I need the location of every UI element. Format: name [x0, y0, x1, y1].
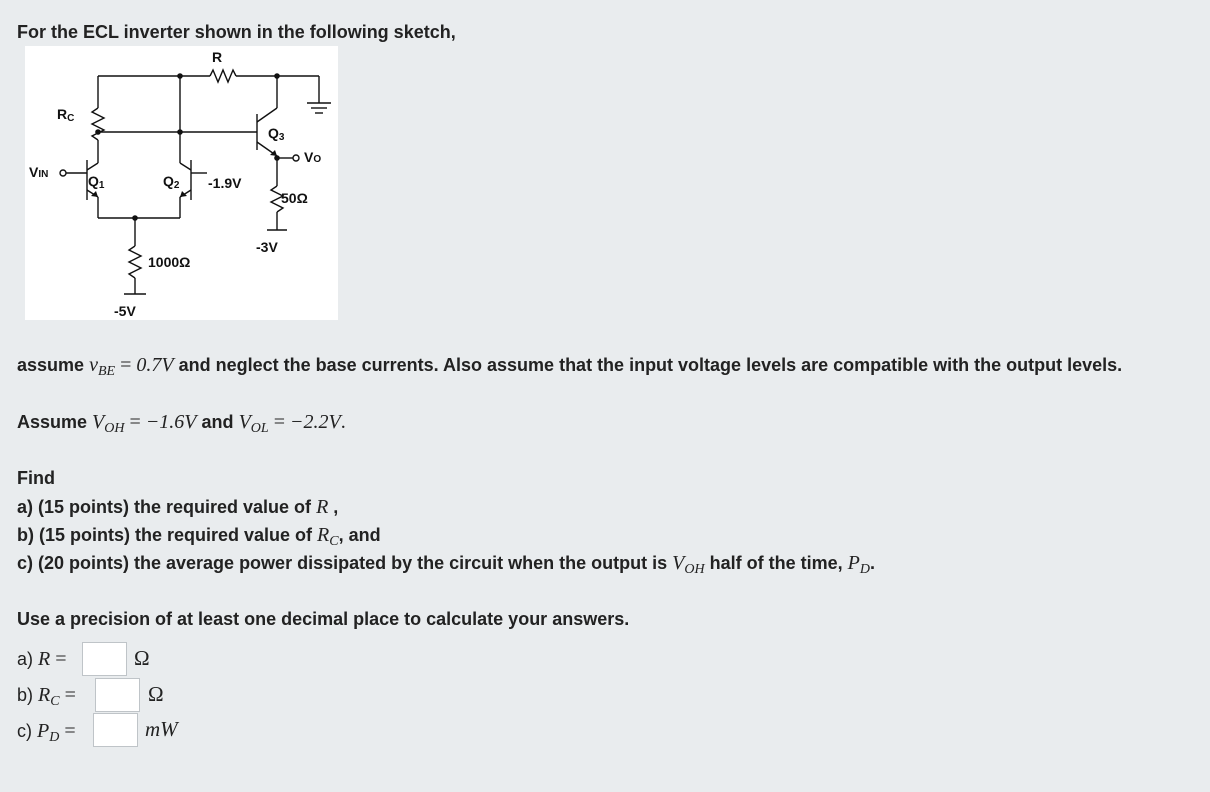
- label-50-ohm: 50Ω: [281, 190, 308, 206]
- label-q3: Q3: [268, 125, 285, 143]
- vo-terminal: [293, 155, 299, 161]
- resistor-rc: [92, 108, 104, 140]
- label-rc: RC: [57, 106, 75, 124]
- assumption-voh-vol: Assume $V_{OH} = -1.6V$ and $V_{OL} = -2.2V$.: [17, 411, 346, 436]
- label-neg5v: -5V: [114, 303, 136, 319]
- answer-input-rc[interactable]: [95, 678, 140, 712]
- node-dot: [274, 73, 280, 79]
- ecl-inverter-circuit: [25, 46, 338, 320]
- label-vin: VIN: [29, 164, 49, 180]
- unit-mw: mW: [145, 717, 178, 741]
- node-dot: [95, 129, 101, 135]
- find-label: Find: [17, 468, 55, 488]
- label-q1: Q1: [88, 173, 105, 191]
- part-c-text: c) (20 points) the average power dissipated by the circuit when the output is $V_{OH}$ half of the time, $P_D$.: [17, 552, 875, 577]
- label-bias: -1.9V: [208, 175, 242, 191]
- unit-ohm-b: Ω: [148, 682, 164, 706]
- answer-input-pd[interactable]: [93, 713, 138, 747]
- answer-row-a: a) R =: [17, 648, 67, 670]
- node-dot: [177, 73, 183, 79]
- label-vo: VO: [304, 149, 322, 165]
- node-dot: [274, 155, 280, 161]
- q3-emitter-arrow: [270, 150, 277, 156]
- part-a-text: a) (15 points) the required value of R ,: [17, 496, 339, 518]
- label-r: R: [212, 49, 223, 65]
- label-q2: Q2: [163, 173, 180, 191]
- circuit-schematic: [25, 46, 338, 320]
- vin-terminal: [60, 170, 66, 176]
- node-dot: [177, 129, 183, 135]
- label-1000-ohm: 1000Ω: [148, 254, 191, 270]
- part-b-text: b) (15 points) the required value of $R_C$, and: [17, 524, 381, 549]
- resistor-1000: [129, 246, 141, 278]
- intro-text: For the ECL inverter shown in the following sketch,: [17, 22, 456, 42]
- resistor-r: [210, 70, 236, 82]
- label-neg3v: -3V: [256, 239, 278, 255]
- assumption-vbe: assume $v_{BE} = 0.7V$ and neglect the base currents. Also assume that the input voltage levels are compatible with the output levels.: [17, 354, 1123, 379]
- precision-note: Use a precision of at least one decimal place to calculate your answers.: [17, 609, 630, 629]
- unit-ohm-a: Ω: [134, 646, 150, 670]
- node-dot: [132, 215, 138, 221]
- answer-input-r[interactable]: [82, 642, 127, 676]
- answer-row-b: b) $R_C$ =: [17, 684, 76, 709]
- answer-row-c: c) $P_D$ =: [17, 720, 76, 745]
